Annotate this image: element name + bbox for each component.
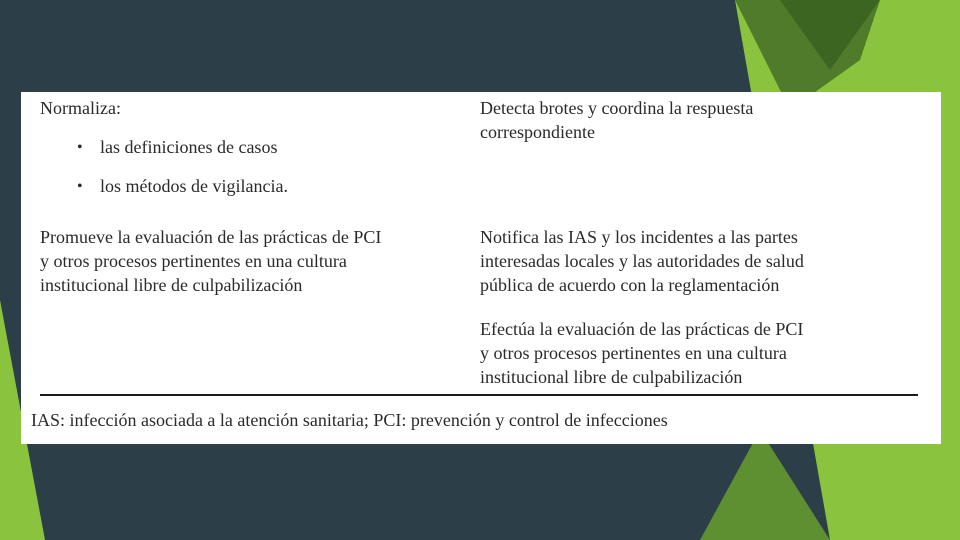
efectua-line-2: y otros procesos pertinentes en una cultura	[480, 343, 787, 363]
normaliza-bullet-1: las definiciones de casos	[100, 137, 278, 157]
table-panel	[21, 92, 941, 444]
detecta-line-2: correspondiente	[480, 122, 595, 142]
efectua-line-1: Efectúa la evaluación de las prácticas de PCI	[480, 319, 804, 339]
normaliza-heading: Normaliza:	[40, 98, 121, 118]
detecta-line-1: Detecta brotes y coordina la respuesta	[480, 98, 754, 118]
footnote: IAS: infección asociada a la atención sanitaria; PCI: prevención y control de infecciones	[31, 410, 668, 430]
efectua-line-3: institucional libre de culpabilización	[480, 367, 743, 387]
notifica-line-2: interesadas locales y las autoridades de salud	[480, 251, 804, 271]
notifica-line-3: pública de acuerdo con la reglamentación	[480, 275, 780, 295]
notifica-line-1: Notifica las IAS y los incidentes a las partes	[480, 227, 798, 247]
bullet-icon: •	[77, 139, 83, 156]
promueve-line-2: y otros procesos pertinentes en una cultura	[40, 251, 347, 271]
bullet-icon: •	[77, 178, 83, 195]
promueve-line-3: institucional libre de culpabilización	[40, 275, 303, 295]
normaliza-bullet-2: los métodos de vigilancia.	[100, 176, 288, 196]
table-bottom-rule	[40, 394, 918, 396]
promueve-line-1: Promueve la evaluación de las prácticas de PCI	[40, 227, 382, 247]
